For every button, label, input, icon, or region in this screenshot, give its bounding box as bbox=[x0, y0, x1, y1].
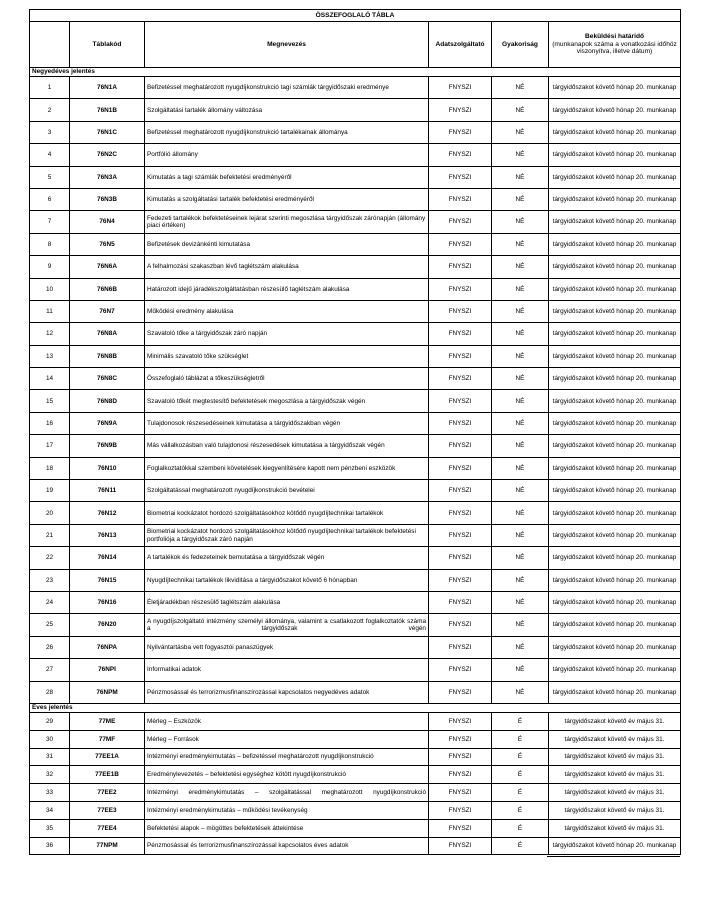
table-row bbox=[30, 233, 681, 255]
row-number: 16 bbox=[30, 412, 70, 434]
row-code: 76N7 bbox=[70, 300, 145, 322]
row-frequency: NÉ bbox=[492, 636, 549, 658]
row-code: 76N3B bbox=[70, 188, 145, 210]
row-deadline: tárgyidőszakot követő hónap 20. munkanap bbox=[549, 278, 681, 300]
table-row bbox=[30, 256, 681, 278]
row-frequency: É bbox=[492, 837, 549, 855]
row-code: 76N16 bbox=[70, 591, 145, 613]
row-number: 6 bbox=[30, 188, 70, 210]
row-number: 27 bbox=[30, 659, 70, 681]
row-code: 76NPM bbox=[70, 681, 145, 703]
section-quarterly bbox=[30, 68, 681, 77]
row-deadline: tárgyidőszakot követő hónap 20. munkanap bbox=[549, 121, 681, 143]
row-number: 2 bbox=[30, 99, 70, 121]
row-name: Minimális szavatoló tőke szükséglet bbox=[145, 345, 429, 367]
row-number: 7 bbox=[30, 211, 70, 233]
row-deadline: tárgyidőszakot követő év május 31. bbox=[549, 784, 681, 802]
row-frequency: NÉ bbox=[492, 278, 549, 300]
table-row bbox=[30, 121, 681, 143]
table-row bbox=[30, 591, 681, 613]
row-number: 34 bbox=[30, 801, 70, 819]
row-frequency: NÉ bbox=[492, 524, 549, 546]
row-deadline: tárgyidőszakot követő év május 31. bbox=[549, 730, 681, 748]
row-provider: FNYSZI bbox=[429, 614, 492, 636]
row-provider: FNYSZI bbox=[429, 712, 492, 730]
row-name: Pénzmosással és terrorizmusfinanszírozással kapcsolatos éves adatok bbox=[145, 837, 429, 855]
row-number: 25 bbox=[30, 614, 70, 636]
row-deadline: tárgyidőszakot követő hónap 20. munkanap bbox=[549, 345, 681, 367]
row-deadline: tárgyidőszakot követő hónap 20. munkanap bbox=[549, 256, 681, 278]
row-frequency: NÉ bbox=[492, 300, 549, 322]
row-name: Szolgáltatással meghatározott nyugdíjkonstrukció bevételei bbox=[145, 480, 429, 502]
row-frequency: NÉ bbox=[492, 144, 549, 166]
table-row bbox=[30, 345, 681, 367]
table-row bbox=[30, 390, 681, 412]
row-provider: FNYSZI bbox=[429, 547, 492, 569]
header-provider: Adatszolgáltató bbox=[429, 22, 492, 68]
row-code: 76N11 bbox=[70, 480, 145, 502]
row-number: 35 bbox=[30, 819, 70, 837]
row-code: 77ME bbox=[70, 712, 145, 730]
row-provider: FNYSZI bbox=[429, 412, 492, 434]
row-name: Kimutatás a tagi számlák befektetési eredményéről bbox=[145, 166, 429, 188]
row-frequency: NÉ bbox=[492, 77, 549, 99]
row-code: 77NPM bbox=[70, 837, 145, 855]
section-annual bbox=[30, 703, 681, 712]
row-frequency: NÉ bbox=[492, 166, 549, 188]
row-name: Kimutatás a szolgáltatási tartalék befektetési eredményéről bbox=[145, 188, 429, 210]
row-frequency: NÉ bbox=[492, 323, 549, 345]
row-code: 76N8D bbox=[70, 390, 145, 412]
row-frequency: É bbox=[492, 819, 549, 837]
row-name: Portfólió állomány bbox=[145, 144, 429, 166]
row-number: 29 bbox=[30, 712, 70, 730]
table-row bbox=[30, 323, 681, 345]
row-number: 22 bbox=[30, 547, 70, 569]
row-provider: FNYSZI bbox=[429, 569, 492, 591]
row-code: 76NPA bbox=[70, 636, 145, 658]
table-title-row bbox=[30, 10, 681, 22]
table-row bbox=[30, 368, 681, 390]
row-name: Szavatoló tőkét megtestesítő befektetések megoszlása a tárgyidőszak végén bbox=[145, 390, 429, 412]
row-provider: FNYSZI bbox=[429, 502, 492, 524]
row-deadline: tárgyidőszakot követő hónap 20. munkanap bbox=[549, 659, 681, 681]
table-row bbox=[30, 784, 681, 802]
row-name: Nyilvántartásba vett fogyasztói panaszügyek bbox=[145, 636, 429, 658]
row-frequency: NÉ bbox=[492, 480, 549, 502]
row-name: Nyugdíjtechnikai tartalékok likviditása a tárgyidőszakot követő 6 hónapban bbox=[145, 569, 429, 591]
row-provider: FNYSZI bbox=[429, 256, 492, 278]
table-row bbox=[30, 502, 681, 524]
row-provider: FNYSZI bbox=[429, 837, 492, 855]
row-name: Más vállalkozásban való tulajdonosi részesedések kimutatása a tárgyidőszak végén bbox=[145, 435, 429, 457]
header-frequency: Gyakoriság bbox=[492, 22, 549, 68]
row-number: 19 bbox=[30, 480, 70, 502]
header-row bbox=[30, 22, 681, 68]
row-provider: FNYSZI bbox=[429, 748, 492, 766]
row-provider: FNYSZI bbox=[429, 457, 492, 479]
row-frequency: NÉ bbox=[492, 435, 549, 457]
table-row bbox=[30, 300, 681, 322]
row-code: 77EE1B bbox=[70, 766, 145, 784]
row-name: Életjáradékban részesülő taglétszám alakulása bbox=[145, 591, 429, 613]
row-frequency: É bbox=[492, 784, 549, 802]
row-number: 31 bbox=[30, 748, 70, 766]
row-name: Összefoglaló táblázat a tőkeszükségletről bbox=[145, 368, 429, 390]
row-deadline: tárgyidőszakot követő hónap 20. munkanap bbox=[549, 390, 681, 412]
row-number: 18 bbox=[30, 457, 70, 479]
row-frequency: NÉ bbox=[492, 345, 549, 367]
row-name: Fedezeti tartalékok befektetéseinek lejárat szerinti megoszlása tárgyidőszak zárónapján (állomány piaci értéken) bbox=[145, 211, 429, 233]
row-deadline: tárgyidőszakot követő hónap 20. munkanap bbox=[549, 524, 681, 546]
row-frequency: NÉ bbox=[492, 591, 549, 613]
row-name: Befizetések devizánkénti kimutatása bbox=[145, 233, 429, 255]
table-row bbox=[30, 99, 681, 121]
row-frequency: NÉ bbox=[492, 659, 549, 681]
table-row bbox=[30, 748, 681, 766]
row-frequency: É bbox=[492, 801, 549, 819]
table-row bbox=[30, 188, 681, 210]
row-name: Eredménylevezetés – befektetési egységhez kötött nyugdíjkonstrukció bbox=[145, 766, 429, 784]
row-name: Intézményi eredménykimutatás – működési tevékenység bbox=[145, 801, 429, 819]
header-num bbox=[30, 22, 70, 68]
header-deadline-title: Beküldési határidő bbox=[585, 33, 645, 41]
row-frequency: NÉ bbox=[492, 233, 549, 255]
header-deadline bbox=[549, 22, 681, 68]
row-code: 76N1B bbox=[70, 99, 145, 121]
row-deadline: tárgyidőszakot követő hónap 20. munkanap bbox=[549, 188, 681, 210]
row-deadline: tárgyidőszakot követő hónap 20. munkanap bbox=[549, 614, 681, 636]
table-row bbox=[30, 166, 681, 188]
row-name: Működési eredmény alakulása bbox=[145, 300, 429, 322]
row-name: Tulajdonosok részesedéseinek kimutatása a tárgyidőszakban végén bbox=[145, 412, 429, 434]
row-provider: FNYSZI bbox=[429, 278, 492, 300]
row-frequency: NÉ bbox=[492, 547, 549, 569]
row-number: 36 bbox=[30, 837, 70, 855]
row-code: 76N8B bbox=[70, 345, 145, 367]
row-number: 10 bbox=[30, 278, 70, 300]
row-deadline: tárgyidőszakot követő hónap 20. munkanap bbox=[549, 569, 681, 591]
section-quarterly-label: Negyedéves jelentés bbox=[30, 68, 681, 77]
row-deadline: tárgyidőszakot követő hónap 20. munkanap bbox=[549, 837, 681, 855]
section-annual-label: Éves jelentés bbox=[30, 703, 681, 712]
row-code: 76N8C bbox=[70, 368, 145, 390]
row-provider: FNYSZI bbox=[429, 211, 492, 233]
row-code: 76N9B bbox=[70, 435, 145, 457]
table-row bbox=[30, 730, 681, 748]
row-number: 15 bbox=[30, 390, 70, 412]
row-number: 24 bbox=[30, 591, 70, 613]
row-frequency: NÉ bbox=[492, 121, 549, 143]
row-provider: FNYSZI bbox=[429, 300, 492, 322]
row-code: 76N1A bbox=[70, 77, 145, 99]
row-provider: FNYSZI bbox=[429, 233, 492, 255]
row-code: 76N13 bbox=[70, 524, 145, 546]
row-deadline: tárgyidőszakot követő hónap 20. munkanap bbox=[549, 300, 681, 322]
row-frequency: NÉ bbox=[492, 256, 549, 278]
row-name: Szavatoló tőke a tárgyidőszak záró napján bbox=[145, 323, 429, 345]
table-title: ÖSSZEFOGLALÓ TÁBLA bbox=[30, 10, 681, 22]
row-frequency: É bbox=[492, 766, 549, 784]
row-deadline: tárgyidőszakot követő hónap 20. munkanap bbox=[549, 636, 681, 658]
row-frequency: NÉ bbox=[492, 457, 549, 479]
row-deadline: tárgyidőszakot követő év május 31. bbox=[549, 766, 681, 784]
row-name: Informatikai adatok bbox=[145, 659, 429, 681]
row-frequency: NÉ bbox=[492, 502, 549, 524]
row-number: 13 bbox=[30, 345, 70, 367]
row-deadline: tárgyidőszakot követő hónap 20. munkanap bbox=[549, 412, 681, 434]
row-provider: FNYSZI bbox=[429, 801, 492, 819]
header-name: Megnevezés bbox=[145, 22, 429, 68]
row-code: 76N4 bbox=[70, 211, 145, 233]
table-row bbox=[30, 819, 681, 837]
row-code: 76N3A bbox=[70, 166, 145, 188]
table-row bbox=[30, 801, 681, 819]
row-name: A tartalékok és fedezeteinek bemutatása a tárgyidőszak végén bbox=[145, 547, 429, 569]
header-code: Táblakód bbox=[70, 22, 145, 68]
row-provider: FNYSZI bbox=[429, 435, 492, 457]
row-provider: FNYSZI bbox=[429, 819, 492, 837]
row-code: 76N5 bbox=[70, 233, 145, 255]
row-number: 14 bbox=[30, 368, 70, 390]
table-row bbox=[30, 659, 681, 681]
row-deadline: tárgyidőszakot követő hónap 20. munkanap bbox=[549, 681, 681, 703]
table-row bbox=[30, 681, 681, 703]
row-name: Befizetéssel meghatározott nyugdíjkonstrukció tartalékainak állománya bbox=[145, 121, 429, 143]
row-name: Mérleg – Eszközök bbox=[145, 712, 429, 730]
row-code: 76N12 bbox=[70, 502, 145, 524]
row-provider: FNYSZI bbox=[429, 77, 492, 99]
row-code: 76N1C bbox=[70, 121, 145, 143]
row-frequency: NÉ bbox=[492, 188, 549, 210]
header-deadline-sub: (munkanapok száma a vonatkozási időhöz viszonyítva, illetve dátum) bbox=[552, 40, 677, 56]
row-number: 30 bbox=[30, 730, 70, 748]
row-name: Intézményi eredménykimutatás – befizetéssel meghatározott nyugdíjkonstrukció bbox=[145, 748, 429, 766]
row-number: 4 bbox=[30, 144, 70, 166]
row-number: 12 bbox=[30, 323, 70, 345]
table-row bbox=[30, 480, 681, 502]
row-code: 77EE3 bbox=[70, 801, 145, 819]
table-row bbox=[30, 278, 681, 300]
table-row bbox=[30, 569, 681, 591]
row-frequency: NÉ bbox=[492, 390, 549, 412]
row-provider: FNYSZI bbox=[429, 730, 492, 748]
row-name: Határozott idejű járadékszolgáltatásban részesülő taglétszám alakulása bbox=[145, 278, 429, 300]
row-provider: FNYSZI bbox=[429, 323, 492, 345]
row-number: 21 bbox=[30, 524, 70, 546]
row-provider: FNYSZI bbox=[429, 681, 492, 703]
table-row bbox=[30, 77, 681, 99]
row-number: 26 bbox=[30, 636, 70, 658]
row-code: 76N9A bbox=[70, 412, 145, 434]
row-provider: FNYSZI bbox=[429, 144, 492, 166]
row-deadline: tárgyidőszakot követő hónap 20. munkanap bbox=[549, 480, 681, 502]
row-frequency: NÉ bbox=[492, 681, 549, 703]
table-row bbox=[30, 144, 681, 166]
row-number: 3 bbox=[30, 121, 70, 143]
row-code: 77EE4 bbox=[70, 819, 145, 837]
row-number: 33 bbox=[30, 784, 70, 802]
table-row bbox=[30, 614, 681, 636]
row-number: 28 bbox=[30, 681, 70, 703]
row-code: 77EE2 bbox=[70, 784, 145, 802]
row-deadline: tárgyidőszakot követő év május 31. bbox=[549, 801, 681, 819]
row-name: A felhalmozási szakaszban lévő taglétszám alakulása bbox=[145, 256, 429, 278]
table-row bbox=[30, 211, 681, 233]
row-provider: FNYSZI bbox=[429, 591, 492, 613]
row-code: 76NPI bbox=[70, 659, 145, 681]
row-deadline: tárgyidőszakot követő hónap 20. munkanap bbox=[549, 547, 681, 569]
table-body bbox=[30, 68, 681, 855]
row-provider: FNYSZI bbox=[429, 524, 492, 546]
row-deadline: tárgyidőszakot követő hónap 20. munkanap bbox=[549, 368, 681, 390]
row-provider: FNYSZI bbox=[429, 368, 492, 390]
row-name: Mérleg – Források bbox=[145, 730, 429, 748]
table-row bbox=[30, 636, 681, 658]
row-number: 32 bbox=[30, 766, 70, 784]
row-deadline: tárgyidőszakot követő év május 31. bbox=[549, 712, 681, 730]
row-provider: FNYSZI bbox=[429, 659, 492, 681]
row-deadline: tárgyidőszakot követő hónap 20. munkanap bbox=[549, 77, 681, 99]
row-name: Pénzmosással és terrorizmusfinanszírozással kapcsolatos negyedéves adatok bbox=[145, 681, 429, 703]
row-provider: FNYSZI bbox=[429, 121, 492, 143]
row-code: 76N10 bbox=[70, 457, 145, 479]
row-deadline: tárgyidőszakot követő hónap 20. munkanap bbox=[549, 211, 681, 233]
row-provider: FNYSZI bbox=[429, 766, 492, 784]
row-number: 9 bbox=[30, 256, 70, 278]
row-code: 76N8A bbox=[70, 323, 145, 345]
row-code: 76N20 bbox=[70, 614, 145, 636]
row-name: Intézményi eredménykimutatás – szolgáltatással meghatározott nyugdíjkonstrukció bbox=[145, 784, 429, 802]
row-code: 76N2C bbox=[70, 144, 145, 166]
row-code: 76N15 bbox=[70, 569, 145, 591]
row-frequency: NÉ bbox=[492, 569, 549, 591]
row-code: 76N6A bbox=[70, 256, 145, 278]
row-frequency: NÉ bbox=[492, 99, 549, 121]
row-number: 11 bbox=[30, 300, 70, 322]
row-number: 23 bbox=[30, 569, 70, 591]
row-deadline: tárgyidőszakot követő hónap 20. munkanap bbox=[549, 233, 681, 255]
table-row bbox=[30, 457, 681, 479]
row-code: 77MF bbox=[70, 730, 145, 748]
row-frequency: É bbox=[492, 712, 549, 730]
footer-rule bbox=[547, 856, 680, 857]
table-row bbox=[30, 412, 681, 434]
table-row bbox=[30, 712, 681, 730]
row-frequency: É bbox=[492, 748, 549, 766]
row-provider: FNYSZI bbox=[429, 188, 492, 210]
row-code: 76N14 bbox=[70, 547, 145, 569]
row-frequency: NÉ bbox=[492, 211, 549, 233]
row-provider: FNYSZI bbox=[429, 99, 492, 121]
row-frequency: NÉ bbox=[492, 368, 549, 390]
row-provider: FNYSZI bbox=[429, 390, 492, 412]
row-deadline: tárgyidőszakot követő év május 31. bbox=[549, 819, 681, 837]
row-name: Biometriai kockázatot hordozó szolgáltatásokhoz kötődő nyugdíjtechnikai tartalékok befektetési portfoliója a tárgyidőszak záró napján bbox=[145, 524, 429, 546]
table-row bbox=[30, 435, 681, 457]
row-provider: FNYSZI bbox=[429, 166, 492, 188]
row-name: Biometriai kockázatot hordozó szolgáltatásokhoz kötődő nyugdíjtechnikai tartalékok bbox=[145, 502, 429, 524]
row-number: 8 bbox=[30, 233, 70, 255]
row-provider: FNYSZI bbox=[429, 636, 492, 658]
table-row bbox=[30, 766, 681, 784]
row-number: 5 bbox=[30, 166, 70, 188]
summary-table bbox=[29, 9, 681, 855]
row-deadline: tárgyidőszakot követő év május 31. bbox=[549, 748, 681, 766]
row-frequency: NÉ bbox=[492, 614, 549, 636]
row-name: Befektetési alapok – mögöttes befektetések áttekintése bbox=[145, 819, 429, 837]
row-frequency: É bbox=[492, 730, 549, 748]
row-code: 77EE1A bbox=[70, 748, 145, 766]
row-deadline: tárgyidőszakot követő hónap 20. munkanap bbox=[549, 591, 681, 613]
row-provider: FNYSZI bbox=[429, 345, 492, 367]
row-deadline: tárgyidőszakot követő hónap 20. munkanap bbox=[549, 502, 681, 524]
row-provider: FNYSZI bbox=[429, 480, 492, 502]
row-name: Foglalkoztatókkal szembeni követelések kiegyenlítésére kapott nem pénzbeni eszközök bbox=[145, 457, 429, 479]
row-deadline: tárgyidőszakot követő hónap 20. munkanap bbox=[549, 435, 681, 457]
row-deadline: tárgyidőszakot követő hónap 20. munkanap bbox=[549, 166, 681, 188]
row-name: A nyugdíjszolgáltató intézmény személyi állománya, valamint a csatlakozott foglalkoztatók száma a tárgyidőszak végén bbox=[145, 614, 429, 636]
table-row bbox=[30, 547, 681, 569]
row-number: 17 bbox=[30, 435, 70, 457]
row-deadline: tárgyidőszakot követő hónap 20. munkanap bbox=[549, 457, 681, 479]
table-row bbox=[30, 837, 681, 855]
row-deadline: tárgyidőszakot követő hónap 20. munkanap bbox=[549, 323, 681, 345]
row-code: 76N6B bbox=[70, 278, 145, 300]
row-deadline: tárgyidőszakot követő hónap 20. munkanap bbox=[549, 144, 681, 166]
table-row bbox=[30, 524, 681, 546]
row-provider: FNYSZI bbox=[429, 784, 492, 802]
row-name: Befizetéssel meghatározott nyugdíjkonstrukció tagi számlák tárgyidőszaki eredménye bbox=[145, 77, 429, 99]
row-number: 20 bbox=[30, 502, 70, 524]
row-number: 1 bbox=[30, 77, 70, 99]
row-name: Szolgáltatási tartalék állomány változása bbox=[145, 99, 429, 121]
row-frequency: NÉ bbox=[492, 412, 549, 434]
row-deadline: tárgyidőszakot követő hónap 20. munkanap bbox=[549, 99, 681, 121]
